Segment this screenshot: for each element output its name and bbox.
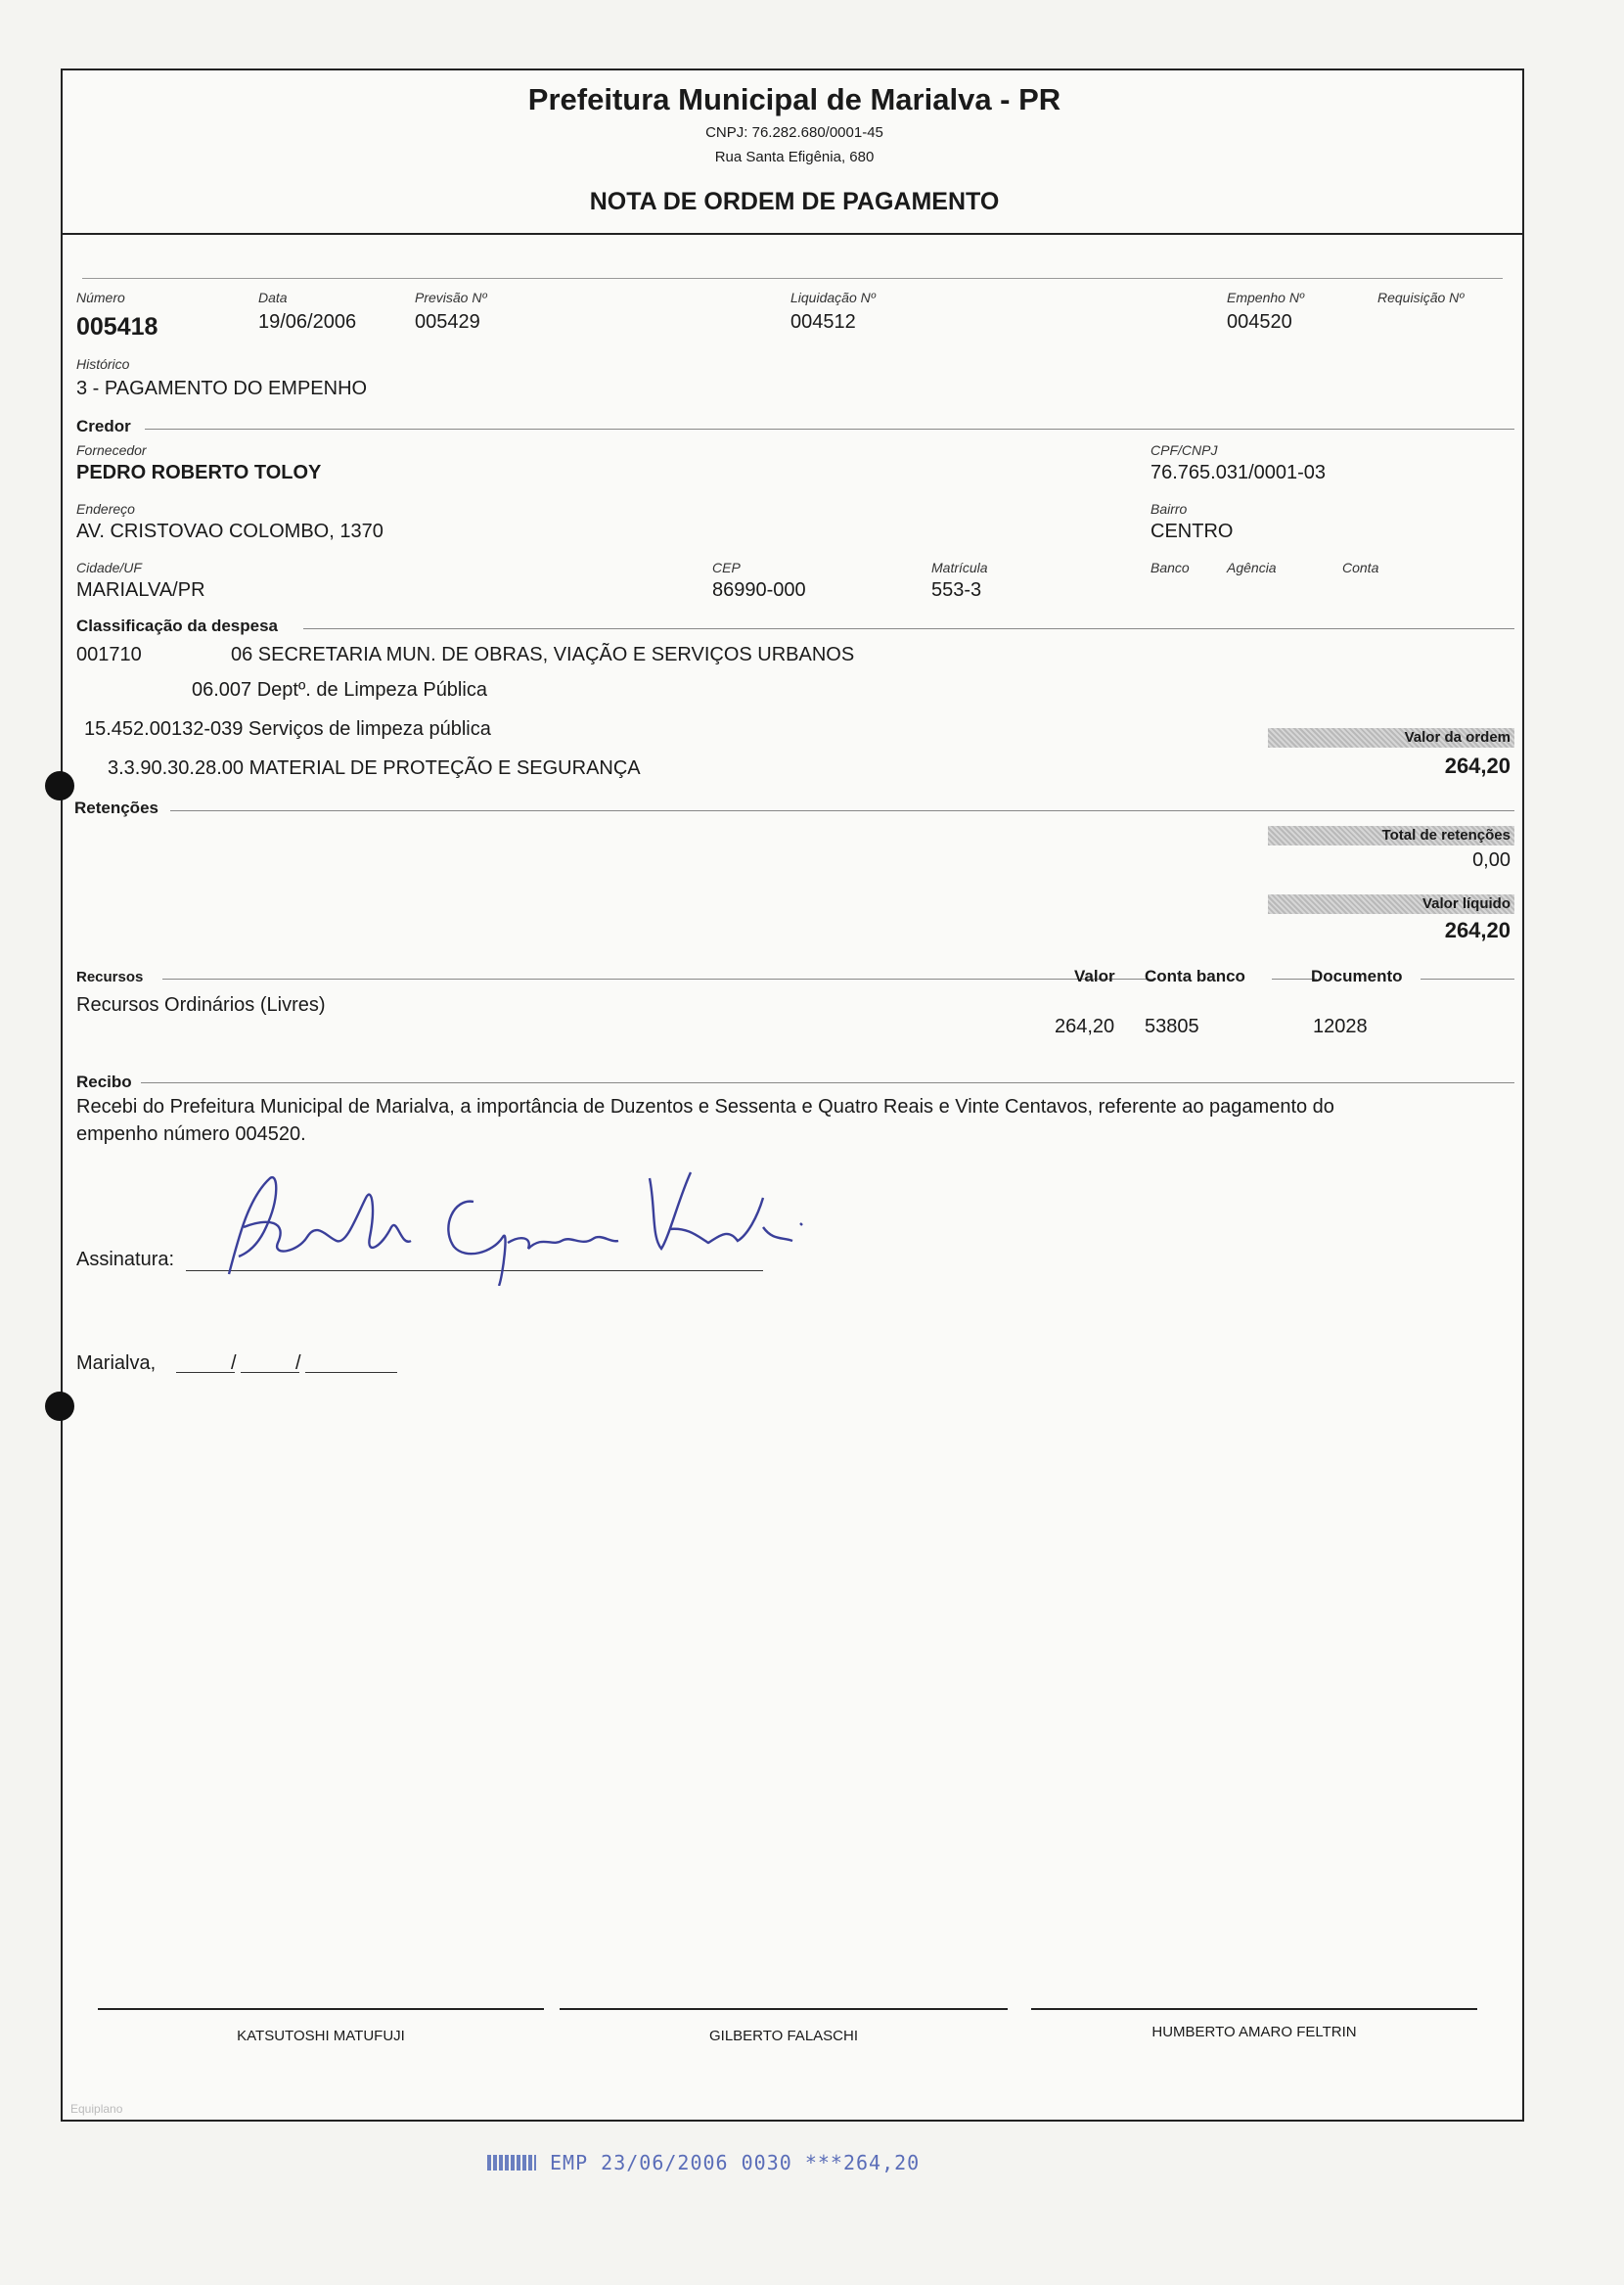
signatory-line-3 — [1031, 2008, 1477, 2010]
handwritten-signature — [209, 1159, 816, 1286]
classificacao-line1: 06 SECRETARIA MUN. DE OBRAS, VIAÇÃO E SERVIÇOS URBANOS — [231, 644, 855, 665]
payment-order-sheet — [61, 69, 1524, 2122]
cep-value: 86990-000 — [712, 579, 806, 601]
previsao-label: Previsão Nº — [415, 290, 487, 305]
bairro-value: CENTRO — [1150, 521, 1234, 542]
numero-label: Número — [76, 290, 125, 305]
punch-hole-bottom — [45, 1392, 74, 1421]
fornecedor-label: Fornecedor — [76, 442, 147, 458]
header-cnpj: CNPJ: 76.282.680/0001-45 — [705, 124, 883, 141]
banco-label: Banco — [1150, 560, 1190, 575]
conta-label: Conta — [1342, 560, 1379, 575]
classificacao-line4: 3.3.90.30.28.00 MATERIAL DE PROTEÇÃO E SEGURANÇA — [108, 757, 641, 779]
classificacao-code: 001710 — [76, 644, 142, 665]
recursos-valor: 264,20 — [1055, 1016, 1115, 1037]
credor-section: Credor — [76, 417, 131, 435]
recursos-section: Recursos — [76, 969, 144, 985]
signatory-1: KATSUTOSHI MATUFUJI — [237, 2028, 405, 2044]
total-retencoes-bar: Total de retenções — [1268, 826, 1514, 845]
cidade-value: MARIALVA/PR — [76, 579, 205, 601]
recursos-documento-label: Documento — [1311, 967, 1403, 985]
empenho-label: Empenho Nº — [1227, 290, 1305, 305]
signatory-line-2 — [560, 2008, 1008, 2010]
endereco-label: Endereço — [76, 501, 135, 517]
historico-value: 3 - PAGAMENTO DO EMPENHO — [76, 378, 368, 399]
header-address: Rua Santa Efigênia, 680 — [714, 149, 875, 165]
cidade-label: Cidade/UF — [76, 560, 142, 575]
requisicao-label: Requisição Nº — [1377, 290, 1465, 305]
valor-ordem-bar: Valor da ordem — [1268, 728, 1514, 748]
recibo-line — [141, 1082, 1514, 1083]
assinatura-label: Assinatura: — [76, 1249, 175, 1270]
recursos-documento: 12028 — [1313, 1016, 1368, 1037]
date-slash-2: / — [295, 1352, 301, 1374]
recibo-text-line2: empenho número 004520. — [76, 1123, 306, 1145]
cpf-value: 76.765.031/0001-03 — [1150, 462, 1327, 483]
recibo-text-line1: Recebi do Prefeitura Municipal de Marialva, a importância de Duzentos e Sessenta e Quatro Reais e Vinte Centavos, referente ao pagamento do — [76, 1096, 1334, 1118]
total-retencoes-value: 0,00 — [1472, 849, 1511, 871]
fornecedor-value: PEDRO ROBERTO TOLOY — [76, 462, 322, 483]
data-value: 19/06/2006 — [258, 311, 357, 333]
bank-stamp — [487, 2151, 920, 2174]
valor-liquido-value: 264,20 — [1444, 918, 1511, 942]
header-title: Prefeitura Municipal de Marialva - PR — [527, 82, 1061, 116]
signatory-3: HUMBERTO AMARO FELTRIN — [1151, 2024, 1357, 2040]
matricula-label: Matrícula — [931, 560, 988, 575]
recursos-descricao: Recursos Ordinários (Livres) — [76, 994, 326, 1016]
cpf-label: CPF/CNPJ — [1150, 442, 1218, 458]
retencoes-line — [170, 810, 1514, 811]
cep-label: CEP — [712, 560, 741, 575]
recibo-section: Recibo — [76, 1073, 132, 1091]
document-title: NOTA DE ORDEM DE PAGAMENTO — [589, 188, 1000, 215]
bank-stamp-text: EMP 23/06/2006 0030 ***264,20 — [550, 2151, 921, 2174]
empenho-value: 004520 — [1227, 311, 1292, 333]
signatory-line-1 — [98, 2008, 544, 2010]
classificacao-line3: 15.452.00132-039 Serviços de limpeza pública — [84, 718, 491, 740]
valor-liquido-bar: Valor líquido — [1268, 894, 1514, 914]
retencoes-section: Retenções — [74, 799, 158, 817]
bank-logo-icon — [487, 2155, 536, 2171]
date-year-line — [305, 1372, 397, 1373]
recursos-line-a — [162, 979, 1131, 980]
valor-ordem-value: 264,20 — [1444, 754, 1511, 778]
recursos-conta-label: Conta banco — [1145, 967, 1245, 985]
recursos-line-d — [1421, 979, 1514, 980]
numero-value: 005418 — [76, 313, 158, 341]
punch-hole-top — [45, 771, 74, 800]
data-label: Data — [258, 290, 288, 305]
liquidacao-value: 004512 — [790, 311, 856, 333]
classificacao-section: Classificação da despesa — [76, 617, 279, 635]
recursos-conta: 53805 — [1145, 1016, 1199, 1037]
signatory-2: GILBERTO FALASCHI — [709, 2028, 858, 2044]
agencia-label: Agência — [1227, 560, 1277, 575]
date-slash-1: / — [231, 1352, 237, 1374]
endereco-value: AV. CRISTOVAO COLOMBO, 1370 — [76, 521, 383, 542]
classificacao-line2: 06.007 Deptº. de Limpeza Pública — [192, 679, 487, 701]
recursos-valor-label: Valor — [1074, 967, 1115, 985]
historico-label: Histórico — [76, 356, 130, 372]
header-divider — [63, 233, 1522, 235]
local-data-label: Marialva, — [76, 1352, 157, 1374]
classificacao-line — [303, 628, 1514, 629]
bairro-label: Bairro — [1150, 501, 1188, 517]
ids-top-line — [82, 278, 1503, 279]
liquidacao-label: Liquidação Nº — [790, 290, 876, 305]
matricula-value: 553-3 — [931, 579, 982, 601]
credor-line — [145, 429, 1514, 430]
software-credit: Equiplano — [70, 2102, 123, 2116]
previsao-value: 005429 — [415, 311, 480, 333]
date-month-line — [241, 1372, 299, 1373]
date-day-line — [176, 1372, 235, 1373]
